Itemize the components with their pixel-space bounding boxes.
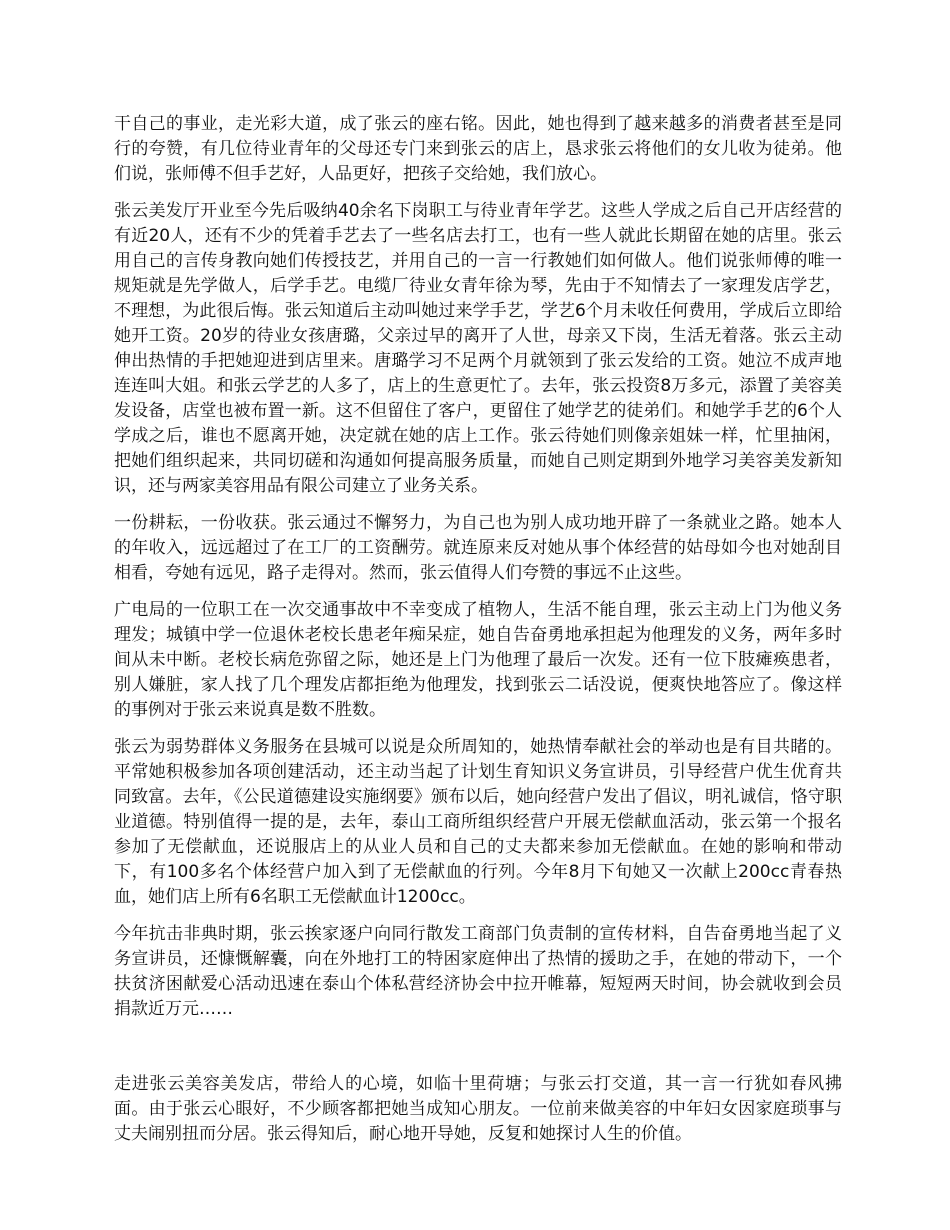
section-gap (114, 1034, 842, 1072)
paragraph-4: 广电局的一位职工在一次交通事故中不幸变成了植物人，生活不能自理，张云主动上门为他义务理发；城镇中学一位退休老校长患老年痴呆症，她自告奋勇地承担起为他理发的义务，两年多时间从未中断。老校长病危弥留之际，她还是上门为他理了最后一次发。还有一位下肢瘫痪患者，别人嫌脏，家人找了几个理发店都拒绝为他理发，找到张云二话没说，便爽快地答应了。像这样的事例对于张云来说真是数不胜数。 (114, 600, 842, 720)
paragraph-2: 张云美发厅开业至今先后吸纳40余名下岗职工与待业青年学艺。这些人学成之后自己开店经营的有近20人，还有不少的凭着手艺去了一些名店去打工，也有一些人就此长期留在她的店里。张云用自己的言传身教向她们传授技艺，并用自己的一言一行教她们如何做人。他们说张师傅的唯一规矩就是先学做人，后学手艺。电缆厂待业女青年徐为琴，先由于不知情去了一家理发店学艺，不理想，为此很后悔。张云知道后主动叫她过来学手艺，学艺6个月未收任何费用，学成后立即给她开工资。20岁的待业女孩唐璐，父亲过早的离开了人世，母亲又下岗，生活无着落。张云主动伸出热情的手把她迎进到店里来。唐璐学习不足两个月就领到了张云发给的工资。她泣不成声地连连叫大姐。和张云学艺的人多了，店上的生意更忙了。去年，张云投资8万多元，添置了美容美发设备，店堂也被布置一新。这不但留住了客户，更留住了她学艺的徒弟们。和她学手艺的6个人学成之后，谁也不愿离开她，决定就在她的店上工作。张云待她们则像亲姐妹一样，忙里抽闲，把她们组织起来，共同切磋和沟通如何提高服务质量，而她自己则定期到外地学习美容美发新知识，还与两家美容用品有限公司建立了业务关系。 (114, 201, 842, 496)
paragraph-5: 张云为弱势群体义务服务在县城可以说是众所周知的，她热情奉献社会的举动也是有目共睹的。平常她积极参加各项创建活动，还主动当起了计划生育知识义务宣讲员，引导经营户优生优育共同致富。去年，《公民道德建设实施纲要》颁布以后，她向经营户发出了倡议，明礼诚信，恪守职业道德。特别值得一提的是，去年，泰山工商所组织经营户开展无偿献血活动，张云第一个报名参加了无偿献血，还说服店上的从业人员和自己的丈夫都来参加无偿献血。在她的影响和带动下，有100多名个体经营户加入到了无偿献血的行列。今年8月下旬她又一次献上200cc青春热血，她们店上所有6名职工无偿献血计1200cc。 (114, 737, 842, 907)
document-body (114, 112, 842, 1159)
paragraph-3: 一份耕耘，一份收获。张云通过不懈努力，为自己也为别人成功地开辟了一条就业之路。她本人的年收入，远远超过了在工厂的工资酬劳。就连原来反对她从事个体经营的姑母如今也对她刮目相看，夸她有远见，路子走得对。然而，张云值得人们夸赞的事远不止这些。 (114, 513, 842, 583)
paragraph-7: 走进张云美容美发店，带给人的心境，如临十里荷塘；与张云打交道，其一言一行犹如春风拂面。由于张云心眼好，不少顾客都把她当成知心朋友。一位前来做美容的中年妇女因家庭琐事与丈夫闹别扭而分居。张云得知后，耐心地开导她，反复和她探讨人生的价值。 (114, 1074, 842, 1144)
paragraph-1: 干自己的事业，走光彩大道，成了张云的座右铭。因此，她也得到了越来越多的消费者甚至是同行的夸赞，有几位待业青年的父母还专门来到张云的店上，恳求张云将他们的女儿收为徒弟。他们说，张师傅不但手艺好，人品更好，把孩子交给她，我们放心。 (114, 114, 842, 184)
paragraph-6: 今年抗击非典时期，张云挨家逐户向同行散发工商部门负责制的宣传材料，自告奋勇地当起了义务宣讲员，还慷慨解囊，向在外地打工的特困家庭伸出了热情的援助之手，在她的带动下，一个扶贫济困献爱心活动迅速在泰山个体私营经济协会中拉开帷幕，短短两天时间，协会就收到会员捐款近万元…… (114, 924, 842, 1019)
